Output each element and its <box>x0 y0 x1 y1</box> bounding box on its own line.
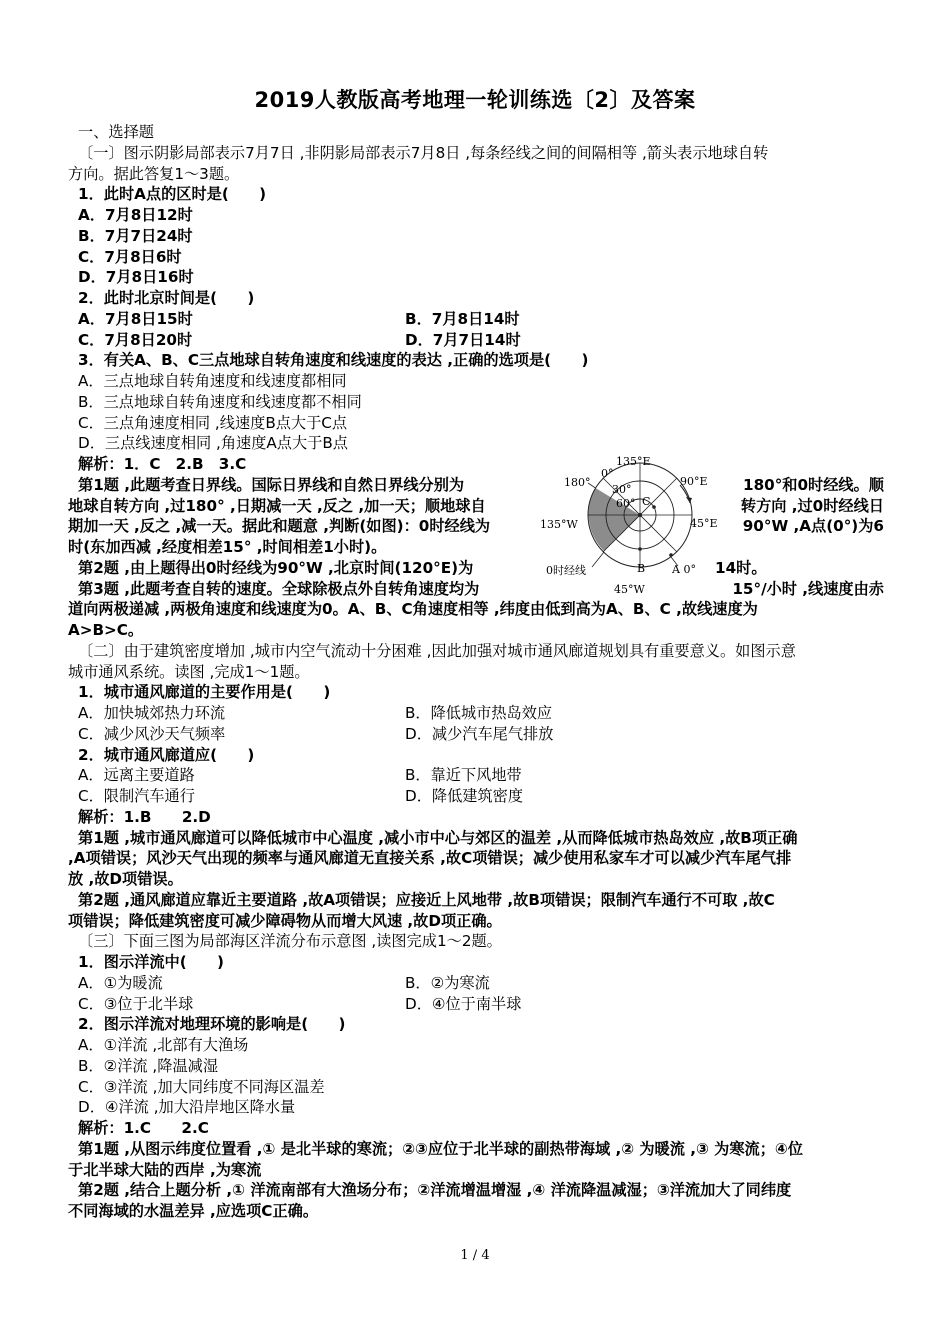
point-b <box>638 547 642 551</box>
option-2-1-d: D．减少汽车尾气排放 <box>405 724 554 743</box>
option-3-2-a: A．①洋流 ,北部有大渔场 <box>78 1036 249 1054</box>
answer-key-2: 解析：1.B 2.D <box>78 807 211 826</box>
explanation-1-line5 <box>68 558 884 579</box>
label-45w: 45°W <box>614 583 645 596</box>
explanation-2-line3: 放 ,故D项错误。 <box>68 870 183 888</box>
option-1-1-a: A．7月8日12时 <box>78 206 193 224</box>
option-1-1-b: B．7月7日24时 <box>78 226 193 245</box>
answer-key-1: 解析：1．C 2.B 3.C <box>78 455 247 473</box>
explanation-1-line3-left: 期加一天 ,反之 ,减一天。据此和题意 ,判断(如图)：0时经线为 <box>68 517 491 536</box>
option-1-3-c: C．三点角速度相同 ,线速度B点大于C点 <box>78 413 348 432</box>
question-2-1: 1．城市通风廊道的主要作用是( ) <box>78 683 331 702</box>
polar-date-diagram <box>540 455 720 597</box>
options-2-1-cd <box>68 724 884 745</box>
option-3-2-c: C．③洋流 ,加大同纬度不同海区温差 <box>78 1077 325 1096</box>
label-180: 180° <box>564 476 591 489</box>
explanation-1-line7: 道向两极递减 ,两极角速度和线速度为0。A、B、C角速度相等 ,纬度由低到高为A、B、C ,故线速度为 <box>68 600 758 619</box>
explanation-1-line3-right: 90°W ,A点(0°)为6 <box>742 517 884 536</box>
answer-key-3: 解析：1.C 2.C <box>78 1119 209 1137</box>
document-title: 2019人教版高考地理一轮训练选〔2〕及答案 <box>254 88 696 112</box>
explanation-2-line1: 第1题 ,城市通风廊道可以降低城市中心温度 ,减小市中心与郊区的温差 ,从而降低城市热岛效应 ,故B项正确 <box>78 828 798 847</box>
explanation-1-line2-right: 转方向 ,过0时经线日 <box>740 496 884 515</box>
explanation-1-line6-right: 15°/小时 ,线速度由赤 <box>732 579 884 598</box>
label-c: C <box>642 495 651 508</box>
label-0-line: 0时经线 <box>546 564 586 577</box>
options-1-2-ab <box>68 309 884 330</box>
rotation-arrowhead <box>686 497 692 503</box>
explanation-1-line6 <box>68 579 884 600</box>
label-a: A 0° <box>672 563 696 576</box>
group1-intro-line2: 方向。据此答复1～3题。 <box>68 164 240 183</box>
explanation-1-line1-right: 180°和0时经线。顺 <box>743 475 884 494</box>
document-body <box>68 122 884 1222</box>
explanation-1-line2-left: 地球自转方向 ,过180° ,日期减一天 ,反之 ,加一天；顺地球自 <box>68 496 486 515</box>
option-1-2-b: B．7月8日14时 <box>405 309 520 328</box>
label-60: 60° <box>616 497 636 510</box>
explanation-3-line3: 第2题 ,结合上题分析 ,① 洋流南部有大渔场分布；②洋流增温增湿 ,④ 洋流降温减湿；③洋流加大了同纬度 <box>78 1181 792 1200</box>
options-1-2-cd <box>68 330 884 351</box>
explanation-3-line4: 不同海域的水温差异 ,应选项C正确。 <box>68 1202 319 1220</box>
option-3-1-a: A．①为暖流 <box>78 973 163 992</box>
question-1-1: 1．此时A点的区时是( ) <box>78 185 267 204</box>
option-2-2-b: B．靠近下风地带 <box>405 766 522 785</box>
option-1-3-d: D．三点线速度相同 ,角速度A点大于B点 <box>78 434 348 453</box>
options-2-2-ab <box>68 765 884 786</box>
option-3-1-c: C．③位于北半球 <box>78 994 194 1013</box>
option-1-3-b: B．三点地球自转角速度和线速度都不相同 <box>78 392 362 411</box>
explanation-2-line2: ,A项错误；风沙天气出现的频率与通风廊道无直接关系 ,故C项错误；减少使用私家车才可以减少汽车尾气排 <box>68 849 792 868</box>
group2-intro-line2: 城市通风系统。读图 ,完成1～1题。 <box>68 662 310 681</box>
explanation-2-line5: 项错误；降低建筑密度可减少障碍物从而增大风速 ,故D项正确。 <box>68 911 502 930</box>
explanation-1-line1 <box>68 475 884 496</box>
explanation-3-line2: 于北半球大陆的西岸 ,为寒流 <box>68 1160 262 1179</box>
section-heading: 一、选择题 <box>78 123 154 141</box>
option-3-2-d: D．④洋流 ,加大沿岸地区降水量 <box>78 1098 296 1117</box>
explanation-1-line5-left: 第2题 ,由上题得出0时经线为90°W ,北京时间(120°E)为 <box>78 558 474 577</box>
explanation-1-line1-left: 第1题 ,此题考查日界线。国际日界线和自然日界线分别为 <box>78 475 465 494</box>
options-2-1-ab <box>68 703 884 724</box>
option-2-2-c: C．限制汽车通行 <box>78 787 195 805</box>
option-3-1-b: B．②为寒流 <box>405 973 490 992</box>
question-1-2: 2．此时北京时间是( ) <box>78 289 255 307</box>
option-2-2-d: D．降低建筑密度 <box>405 787 524 805</box>
explanation-1-line6-left: 第3题 ,此题考查自转的速度。全球除极点外自转角速度均为 <box>78 579 480 598</box>
options-2-2-cd <box>68 786 884 807</box>
label-30: 30° <box>612 483 632 496</box>
option-1-2-d: D．7月7日14时 <box>405 330 521 349</box>
option-3-2-b: B．②洋流 ,降温减湿 <box>78 1056 219 1075</box>
group3-intro: 〔三〕下面三图为局部海区洋流分布示意图 ,读图完成1～2题。 <box>78 932 502 951</box>
label-90e: 90°E <box>680 475 708 488</box>
point-c <box>652 505 656 509</box>
group2-intro-line1: 〔二〕由于建筑密度增加 ,城市内空气流动十分困难 ,因此加强对城市通风廊道规划具有重要意义。如图示意 <box>78 641 796 660</box>
label-b: B <box>637 562 646 575</box>
explanation-1-line4: 时(东加西减 ,经度相差15° ,时间相差1小时)。 <box>68 538 387 556</box>
group1-intro-line1: 〔一〕图示阴影局部表示7月7日 ,非阴影局部表示7月8日 ,每条经线之间的间隔相等 ,箭头表示地球自转 <box>78 143 769 162</box>
question-3-1: 1．图示洋流中( ) <box>78 953 224 971</box>
pointer-0-line <box>592 552 604 567</box>
question-3-2: 2．图示洋流对地理环境的影响是( ) <box>78 1015 346 1034</box>
option-2-1-a: A．加快城郊热力环流 <box>78 704 226 722</box>
explanation-1-line5-right: 14时。 <box>715 558 767 577</box>
label-135w: 135°W <box>540 518 578 531</box>
option-1-1-c: C．7月8日6时 <box>78 247 182 266</box>
page-number: 1 / 4 <box>460 1248 490 1263</box>
options-3-1-ab <box>68 973 884 994</box>
option-2-1-b: B．降低城市热岛效应 <box>405 704 553 722</box>
question-2-2: 2．城市通风廊道应( ) <box>78 745 255 764</box>
point-a <box>669 553 673 557</box>
option-2-2-a: A．远离主要道路 <box>78 766 195 785</box>
label-45e: 45°E <box>690 517 718 530</box>
explanation-3-line1: 第1题 ,从图示纬度位置看 ,① 是北半球的寒流；②③应位于北半球的副热带海域 ,② 为暖流 ,③ 为寒流；④位 <box>78 1139 803 1158</box>
option-3-1-d: D．④位于南半球 <box>405 994 522 1013</box>
explanation-2-line4: 第2题 ,通风廊道应靠近主要道路 ,故A项错误；应接近上风地带 ,故B项错误；限制汽车通行不可取 ,故C <box>78 890 775 909</box>
options-3-1-cd <box>68 994 884 1015</box>
option-2-1-c: C．减少风沙天气频率 <box>78 724 226 743</box>
label-135e: 135°E <box>616 455 651 468</box>
explanation-1-line2 <box>68 496 884 517</box>
option-1-2-a: A．7月8日15时 <box>78 309 193 328</box>
option-1-1-d: D．7月8日16时 <box>78 268 194 287</box>
pole-point <box>638 513 642 517</box>
option-1-3-a: A．三点地球自转角速度和线速度都相同 <box>78 372 347 390</box>
option-1-2-c: C．7月8日20时 <box>78 330 193 349</box>
question-1-3: 3．有关A、B、C三点地球自转角速度和线速度的表达 ,正确的选项是( ) <box>78 351 589 370</box>
explanation-1-line3 <box>68 516 884 537</box>
label-0deg: 0° <box>601 467 614 480</box>
explanation-1-line8: A>B>C。 <box>68 621 144 639</box>
